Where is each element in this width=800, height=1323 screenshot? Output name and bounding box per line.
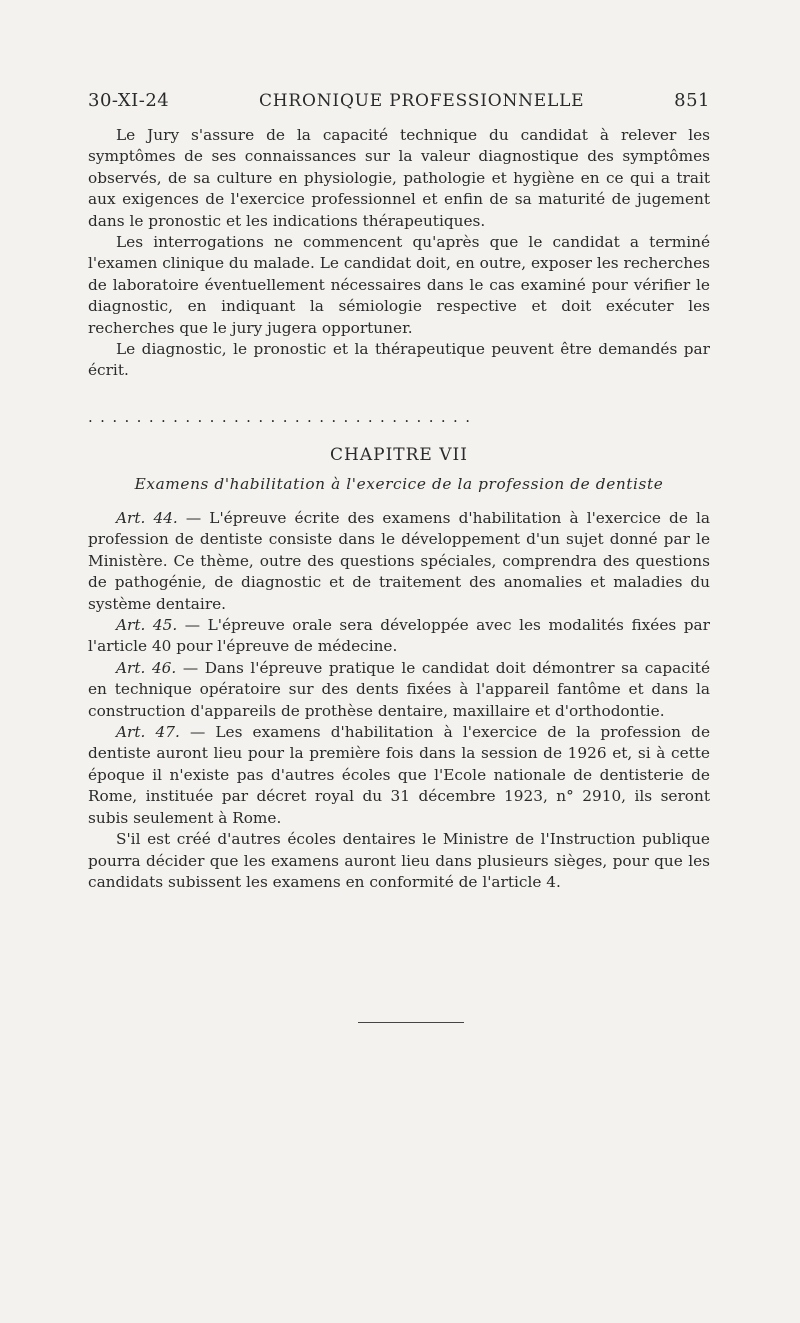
article-label: Art. 47. (116, 723, 180, 742)
dotted-separator: ................................ (88, 408, 478, 426)
chapter-subtitle: Examens d'habilitation à l'exercice de la profession de dentiste (134, 475, 664, 493)
paragraph: Le diagnostic, le pronostic et la thérapeutique peuvent être demandés par écrit. (88, 340, 710, 380)
article-text: — Dans l'épreuve pratique le candidat doit démontrer sa capacité en technique opératoire sur des dents fixées à l'appareil fantôme et dans la construction d'appareils de prothèse dentaire, maxillaire et d'orthodontie. (88, 658, 710, 720)
article-paragraph (88, 722, 710, 829)
article-paragraph (88, 508, 710, 615)
running-header (88, 90, 710, 111)
page-number: 851 (674, 90, 710, 111)
article-text: — Les examens d'habilitation à l'exercice de la profession de dentiste auront lieu pour la première fois dans la session de 1926 et, si à cette époque il n'existe pas d'autres écoles que l'Ecole nationale de dentisterie de Rome, instituée par décret royal du 31 décembre 1923, n° 2910, ils seront subis seulement à Rome. (88, 723, 710, 827)
paragraph: Le Jury s'assure de la capacité technique du candidat à relever les symptômes de ses connaissances sur la valeur diagnostique des symptômes observés, de sa culture en physiologie, pathologie et hygiène en ce qui a trait aux exigences de l'exercice professionnel et enfin de sa maturité de jugement dans le pronostic et les indications thérapeutiques. (88, 126, 710, 230)
articles-section (88, 508, 710, 893)
paragraph: S'il est créé d'autres écoles dentaires le Ministre de l'Instruction publique pourra décider que les examens auront lieu dans plusieurs sièges, pour que les candidats subissent les examens en conformité de l'article 4. (88, 830, 710, 891)
end-rule (358, 1022, 464, 1023)
header-title: CHRONIQUE PROFESSIONNELLE (258, 91, 585, 111)
article-label: Art. 44. (116, 509, 178, 527)
article-paragraph (88, 658, 710, 722)
paragraph: Les interrogations ne commencent qu'après que le candidat a terminé l'examen clinique du malade. Le candidat doit, en outre, exposer les recherches de laboratoire éventuellement nécessaires dans le cas examiné pour vérifier le diagnostic, en indiquant la sémiologie respective et doit exécuter les recherches que le jury jugera opportuner. (88, 233, 710, 337)
article-text: — L'épreuve écrite des examens d'habilitation à l'exercice de la profession de dentiste consiste dans le développement d'un sujet donné par le Ministère. Ce thème, outre des questions spéciales, comprendra des questions de pathogénie, de diagnostic et de traitement des anomalies et maladies du système dentaire. (88, 509, 710, 613)
header-date: 30-XI-24 (88, 90, 170, 111)
article-paragraph (88, 615, 710, 658)
chapter-heading: CHAPITRE VII (330, 445, 468, 465)
article-text: — L'épreuve orale sera développée avec les modalités fixées par l'article 40 pour l'épreuve de médecine. (88, 616, 710, 656)
intro-section (88, 125, 710, 382)
article-label: Art. 46. (116, 658, 177, 677)
article-label: Art. 45. (116, 616, 178, 635)
